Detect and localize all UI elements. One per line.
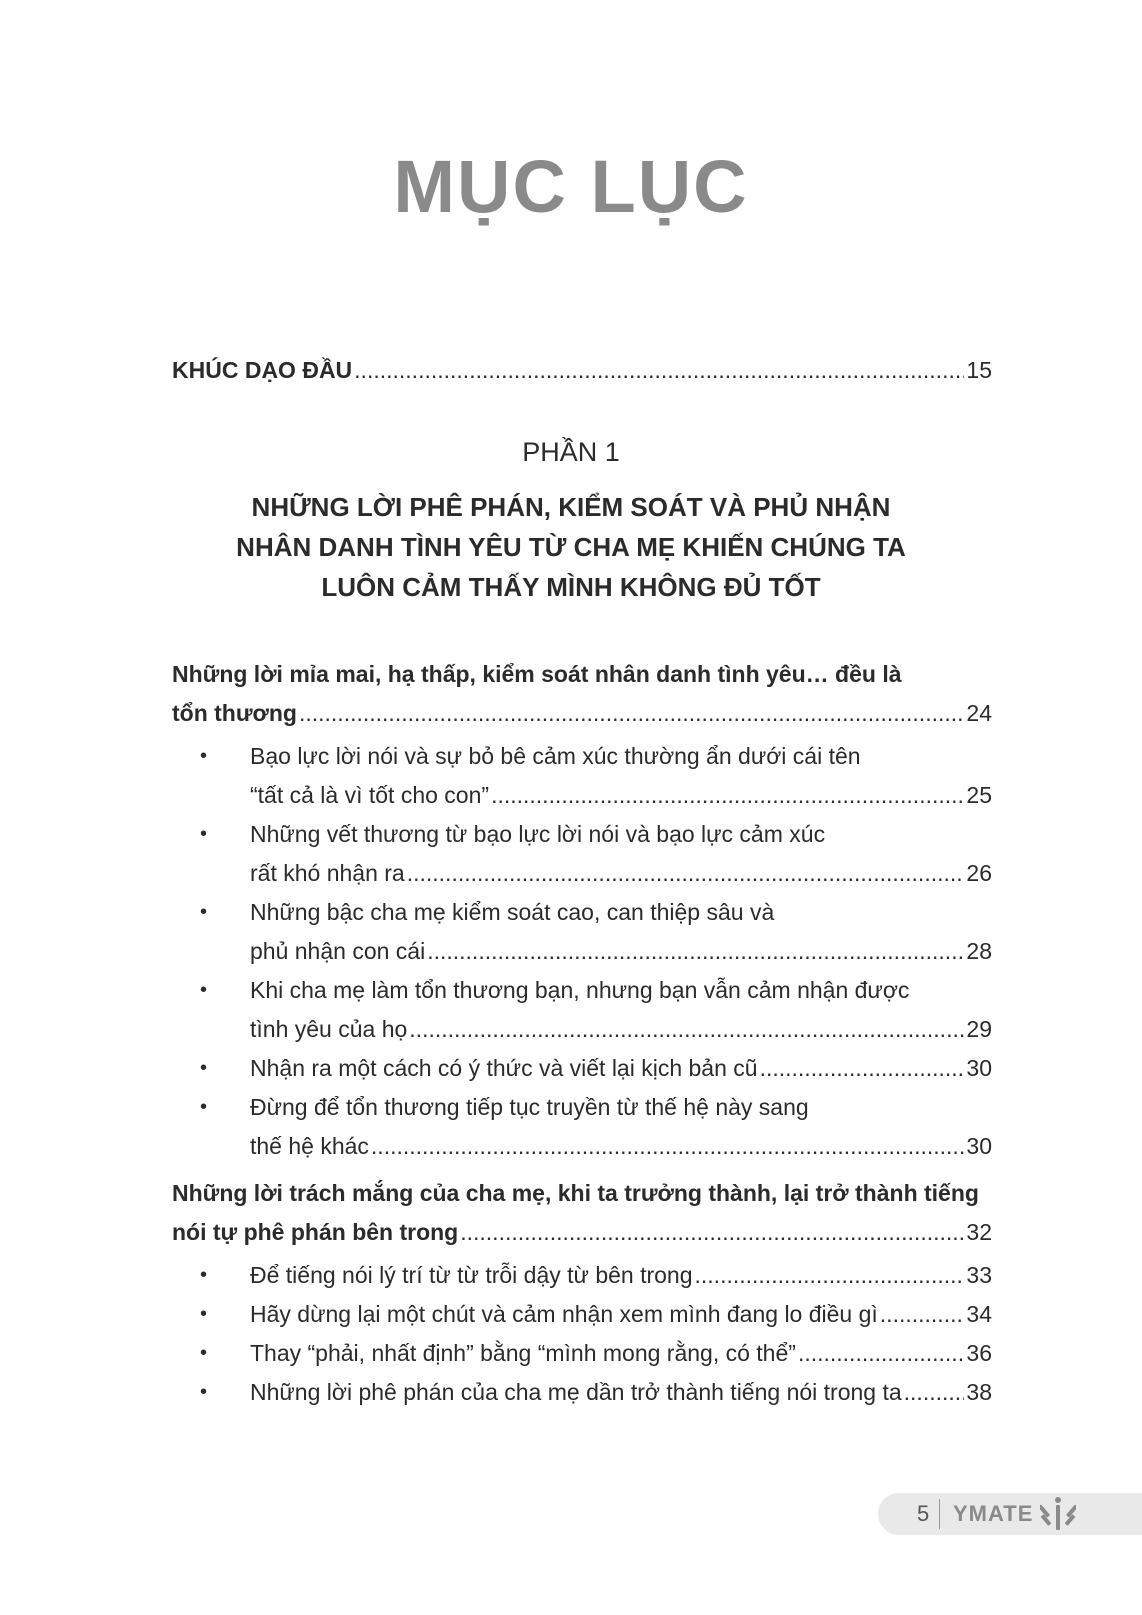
toc-entry-text: phủ nhận con cái xyxy=(250,938,426,964)
toc-entry-text: Những vết thương từ bạo lực lời nói và bạo lực cảm xúc xyxy=(250,821,826,847)
toc-entry-text: tổn thương xyxy=(172,700,297,726)
toc-section-2[interactable] xyxy=(172,1179,992,1207)
part-title xyxy=(0,487,1142,607)
leader-dots xyxy=(299,699,964,727)
leader-dots xyxy=(904,1378,965,1406)
leader-dots xyxy=(409,1015,964,1043)
toc-entry-text: thế hệ khác xyxy=(250,1133,369,1159)
bullet-icon: • xyxy=(200,901,208,923)
part-label: PHẦN 1 xyxy=(522,437,620,467)
toc-page-number: 30 xyxy=(966,1133,992,1159)
leader-dots xyxy=(798,1339,964,1367)
toc-item[interactable] xyxy=(250,976,992,1004)
footer-brand: YMATE xyxy=(953,1501,1034,1526)
toc-entry-text: Đừng để tổn thương tiếp tục truyền từ thế hệ này sang xyxy=(250,1094,809,1120)
leader-dots xyxy=(760,1054,965,1082)
toc-entry-text: Bạo lực lời nói và sự bỏ bê cảm xúc thường ẩn dưới cái tên xyxy=(250,743,861,769)
toc-page-number: 34 xyxy=(966,1301,992,1327)
bullet-icon: • xyxy=(200,979,208,1001)
toc-page-number: 33 xyxy=(966,1262,992,1288)
toc-section-1-cont[interactable] xyxy=(172,699,992,727)
leader-dots xyxy=(491,781,964,809)
bullet-icon: • xyxy=(200,1057,208,1079)
part-title-line: NHÂN DANH TÌNH YÊU TỪ CHA MẸ KHIẾN CHÚNG TA xyxy=(236,532,906,562)
toc-entry-text: Những bậc cha mẹ kiểm soát cao, can thiệp sâu và xyxy=(250,899,775,925)
bullet-icon: • xyxy=(200,1303,208,1325)
toc-entry-text: Những lời trách mắng của cha mẹ, khi ta trưởng thành, lại trở thành tiếng xyxy=(172,1180,979,1206)
leader-dots xyxy=(371,1132,964,1160)
toc-item-cont[interactable] xyxy=(250,781,992,809)
toc-item-cont[interactable] xyxy=(250,859,992,887)
toc-item-cont[interactable] xyxy=(250,1015,992,1043)
toc-item[interactable] xyxy=(250,1261,992,1289)
toc-item-cont[interactable] xyxy=(250,1132,992,1160)
leader-dots xyxy=(880,1300,965,1328)
bullet-icon: • xyxy=(200,1342,208,1364)
toc-entry-text: Để tiếng nói lý trí từ từ trỗi dậy từ bên trong xyxy=(250,1262,693,1288)
footer-divider xyxy=(939,1499,940,1529)
bullet-icon: • xyxy=(200,1264,208,1286)
toc-entry-text: nói tự phê phán bên trong xyxy=(172,1219,459,1245)
toc-item[interactable] xyxy=(250,1054,992,1082)
toc-page-number: 26 xyxy=(966,860,992,886)
toc-item[interactable] xyxy=(250,898,992,926)
bullet-icon: • xyxy=(200,1096,208,1118)
toc-entry-text: tình yêu của họ xyxy=(250,1016,408,1042)
toc-page-number: 30 xyxy=(966,1055,992,1081)
toc-page-number: 28 xyxy=(966,938,992,964)
toc-page-number: 32 xyxy=(966,1219,992,1245)
leader-dots xyxy=(695,1261,965,1289)
toc-item[interactable] xyxy=(250,1093,992,1121)
toc-section-2-cont[interactable] xyxy=(172,1218,992,1246)
toc-item[interactable] xyxy=(250,1378,992,1406)
toc-page-number: 36 xyxy=(966,1340,992,1366)
toc-entry-text: KHÚC DẠO ĐẦU xyxy=(172,357,353,383)
toc-page-number: 24 xyxy=(966,700,992,726)
toc-entry-text: Những lời phê phán của cha mẹ dần trở thành tiếng nói trong ta xyxy=(250,1379,902,1405)
leader-dots xyxy=(460,1218,964,1246)
page-title: MỤC LỤC xyxy=(393,145,749,228)
toc-entry-text: Thay “phải, nhất định” bằng “mình mong rằng, có thể” xyxy=(250,1340,796,1366)
toc-entry-text: Hãy dừng lại một chút và cảm nhận xem mình đang lo điều gì xyxy=(250,1301,878,1327)
leader-dots xyxy=(407,859,965,887)
toc-entry-text: Những lời mỉa mai, hạ thấp, kiểm soát nhân danh tình yêu… đều là xyxy=(172,661,902,687)
leader-dots xyxy=(427,937,964,965)
toc-section-1[interactable] xyxy=(172,660,992,688)
leader-dots xyxy=(354,356,964,384)
toc-item-cont[interactable] xyxy=(250,937,992,965)
toc-entry-text: “tất cả là vì tốt cho con” xyxy=(250,782,490,808)
bullet-icon: • xyxy=(200,1381,208,1403)
toc-entry-text: Khi cha mẹ làm tổn thương bạn, nhưng bạn vẫn cảm nhận được xyxy=(250,977,910,1003)
toc-item[interactable] xyxy=(250,1300,992,1328)
toc-item[interactable] xyxy=(250,1339,992,1367)
toc-item[interactable] xyxy=(250,742,992,770)
part-title-line: LUÔN CẢM THẤY MÌNH KHÔNG ĐỦ TỐT xyxy=(321,572,821,602)
toc-entry-text: rất khó nhận ra xyxy=(250,860,405,886)
ymate-logo-icon xyxy=(1040,1496,1076,1532)
bullet-icon: • xyxy=(200,823,208,845)
toc-page-number: 25 xyxy=(966,782,992,808)
toc-page-number: 15 xyxy=(966,357,992,383)
toc-item[interactable] xyxy=(250,820,992,848)
toc-entry-text: Nhận ra một cách có ý thức và viết lại kịch bản cũ xyxy=(250,1055,758,1081)
toc-entry-prelude[interactable] xyxy=(172,356,992,384)
bullet-icon: • xyxy=(200,745,208,767)
toc-page-number: 29 xyxy=(966,1016,992,1042)
footer-page-number: 5 xyxy=(917,1501,930,1526)
part-title-line: NHỮNG LỜI PHÊ PHÁN, KIỂM SOÁT VÀ PHỦ NHẬN xyxy=(251,492,891,522)
toc-page-number: 38 xyxy=(966,1379,992,1405)
